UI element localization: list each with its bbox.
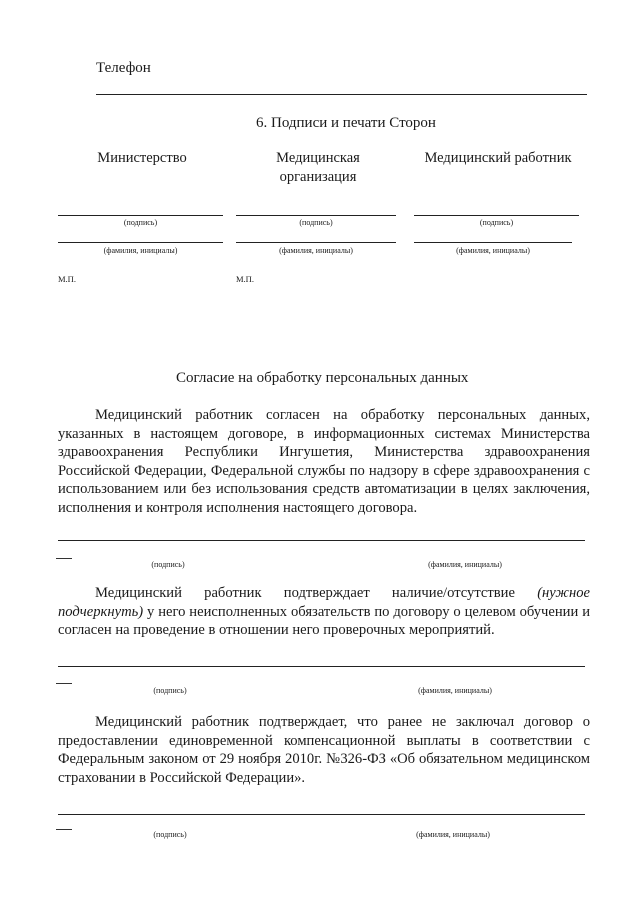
signature-caption-organization: (подпись) xyxy=(299,218,333,227)
obligations-name-caption: (фамилия, инициалы) xyxy=(418,686,492,695)
compensation-signature-caption: (подпись) xyxy=(153,830,187,839)
signature-caption-worker: (подпись) xyxy=(479,218,514,227)
party-medical-organization: Медицинская организация xyxy=(276,150,360,185)
consent-signature-line xyxy=(58,540,585,541)
signature-line-ministry xyxy=(58,215,223,216)
obligations-signature-caption: (подпись) xyxy=(153,686,187,695)
obligations-signature-line xyxy=(58,666,585,667)
signature-line-organization xyxy=(236,215,396,216)
party-ministry: Министерство xyxy=(97,150,187,166)
compensation-paragraph: Медицинский работник подтверждает, что ранее не заключал договор о предоставлении единовременной компенсационной выплаты в соответствии с Федеральным законом от 29 ноября 2010г. №326-ФЗ «Об обязательном медицинском страховании в Российской Федерации». xyxy=(58,714,590,786)
dash-mark xyxy=(56,558,72,559)
name-caption-ministry: (фамилия, инициалы) xyxy=(103,246,178,255)
consent-name-caption: (фамилия, инициалы) xyxy=(428,560,502,569)
dash-mark xyxy=(56,829,72,830)
consent-paragraph: Медицинский работник согласен на обработку персональных данных, указанных в настоящем договоре, в информационных системах Министерства здравоохранения Республики Ингушетия, Министерства здравоохранения Российской Федерации, Федеральной службы по надзору в сфере здравоохранения с использованием или без использования средств автоматизации в целях заключения, исполнения и контроля исполнения настоящего договора. xyxy=(58,407,590,516)
obligations-note: (нужное подчеркнуть) xyxy=(58,585,590,620)
stamp-organization: М.П. xyxy=(236,274,254,284)
name-line-ministry xyxy=(58,242,223,243)
party-medical-worker: Медицинский работник xyxy=(424,150,572,166)
phone-line xyxy=(96,94,587,95)
stamp-ministry: М.П. xyxy=(58,274,76,284)
dash-mark xyxy=(56,683,72,684)
compensation-signature-line xyxy=(58,814,585,815)
obligations-paragraph xyxy=(58,584,590,640)
consent-signature-caption: (подпись) xyxy=(151,560,185,569)
obligations-text-end: у него неисполненных обязательств по договору о целевом обучении и согласен на проведение в отношении него проверочных мероприятий. xyxy=(58,603,590,638)
obligations-text-start: Медицинский работник подтверждает наличие/отсутствие xyxy=(95,585,538,601)
section-title: 6. Подписи и печати Сторон xyxy=(256,115,436,131)
name-line-organization xyxy=(236,242,396,243)
signature-line-worker xyxy=(414,215,579,216)
phone-label: Телефон xyxy=(96,60,151,76)
compensation-name-caption: (фамилия, инициалы) xyxy=(416,830,490,839)
name-line-worker xyxy=(414,242,572,243)
consent-title: Согласие на обработку персональных данных xyxy=(176,370,469,386)
signature-caption-ministry: (подпись) xyxy=(123,218,158,227)
name-caption-worker: (фамилия, инициалы) xyxy=(456,246,530,255)
name-caption-organization: (фамилия, инициалы) xyxy=(279,246,353,255)
